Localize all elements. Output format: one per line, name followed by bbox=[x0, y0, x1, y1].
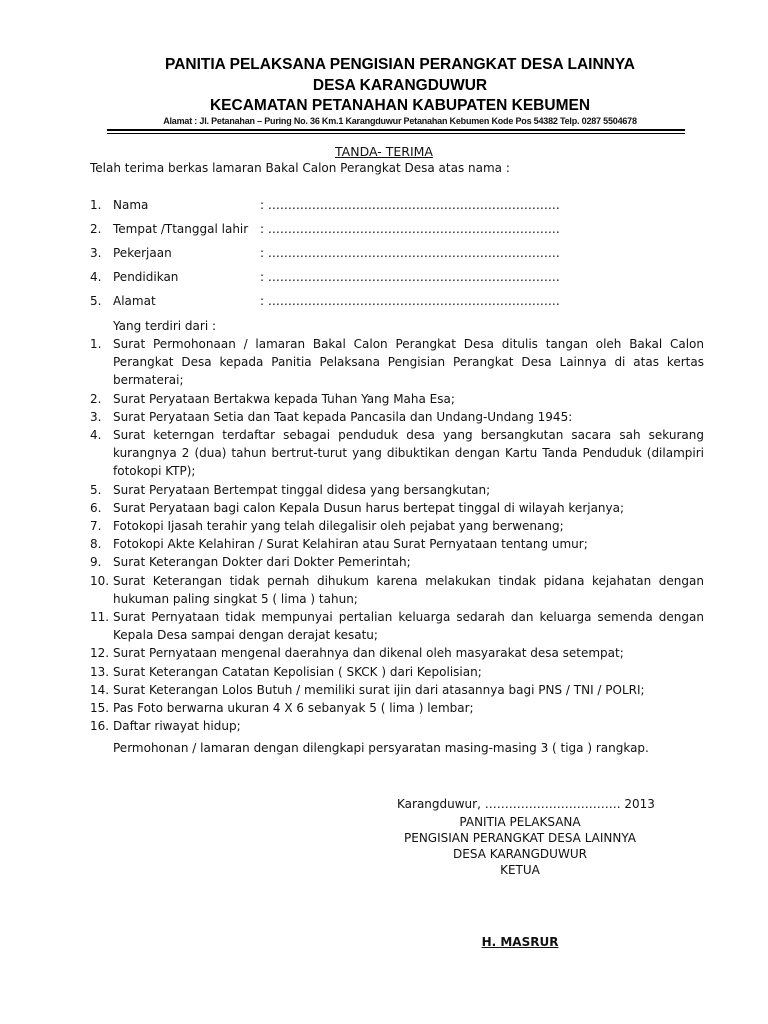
item-number: 13. bbox=[90, 664, 110, 679]
letterhead-line-3: KECAMATAN PETANAHAN KABUPATEN KEBUMEN bbox=[209, 97, 591, 114]
list-item bbox=[90, 517, 704, 535]
requirements-list bbox=[90, 335, 704, 735]
item-text: Surat Peryataan bagi calon Kepala Dusun harus bertepat tinggal di wilayah kerjanya; bbox=[113, 500, 625, 515]
list-item bbox=[90, 426, 704, 481]
field-label: Alamat bbox=[113, 294, 156, 308]
list-item bbox=[90, 681, 704, 699]
item-number: 11. bbox=[90, 610, 110, 625]
item-text: Daftar riwayat hidup; bbox=[113, 719, 241, 734]
list-item bbox=[90, 553, 704, 571]
item-text: Surat Permohonaan / lamaran Bakal Calon Perangkat Desa ditulis tangan oleh Bakal Calon Perangkat Desa kepada Panitia Pelaksana Pengisian Perangkat Desa Lainnya di atas kertas bermaterai; bbox=[113, 337, 704, 388]
item-text: Surat Pernyataan tidak mempunyai pertalian keluarga sedarah dan keluarga semenda dengan Kepala Desa sampai dengan derajat kesatu; bbox=[113, 610, 704, 643]
item-number: 15. bbox=[90, 701, 110, 716]
field-label: Tempat /Ttanggal lahir bbox=[113, 222, 249, 236]
item-text: Surat Keterangan Lolos Butuh / memiliki surat ijin dari atasannya bagi PNS / TNI / POLRI; bbox=[113, 682, 645, 697]
list-item bbox=[90, 717, 704, 735]
item-number: 8. bbox=[90, 537, 102, 552]
field-number: 1. bbox=[90, 198, 102, 212]
field-number: 5. bbox=[90, 294, 102, 308]
list-item bbox=[90, 608, 704, 644]
signature-role: KETUA bbox=[500, 863, 540, 877]
field-number: 2. bbox=[90, 222, 102, 236]
requirements-heading: Yang terdiri dari : bbox=[113, 319, 217, 333]
item-number: 10. bbox=[90, 573, 110, 588]
item-text: Surat Peryataan Bertempat tinggal didesa yang bersangkutan; bbox=[113, 482, 491, 497]
field-label: Pendidikan bbox=[113, 270, 179, 284]
field-blank: : ………………………………………………………………. bbox=[260, 270, 560, 284]
list-item bbox=[90, 663, 704, 681]
list-item bbox=[90, 499, 704, 517]
field-label: Pekerjaan bbox=[113, 246, 172, 260]
list-item bbox=[90, 572, 704, 608]
list-item bbox=[90, 535, 704, 553]
item-number: 4. bbox=[90, 428, 102, 443]
item-number: 3. bbox=[90, 409, 102, 424]
letterhead-rule-thick bbox=[107, 129, 685, 131]
item-text: Surat keterngan terdaftar sebagai penduduk desa yang bersangkutan sacara sah sekurang kurangnya 2 (dua) tahun bertrut-turut yang dibuktikan dengan Kartu Tanda Penduduk (dilampiri fotokopi KTP); bbox=[113, 428, 704, 479]
field-label: Nama bbox=[113, 198, 149, 212]
closing-text: Permohonan / lamaran dengan dilengkapi persyaratan masing-masing 3 ( tiga ) rangkap. bbox=[113, 741, 649, 755]
item-text: Pas Foto berwarna ukuran 4 X 6 sebanyak 5 ( lima ) lembar; bbox=[113, 701, 474, 716]
signature-org-line-1: PANITIA PELAKSANA bbox=[459, 815, 581, 829]
list-item bbox=[90, 644, 704, 662]
signature-org-line-3: DESA KARANGDUWUR bbox=[453, 847, 587, 861]
signature-org-line-2: PENGISIAN PERANGKAT DESA LAINNYA bbox=[404, 831, 636, 845]
intro-text: Telah terima berkas lamaran Bakal Calon Perangkat Desa atas nama : bbox=[90, 161, 510, 175]
item-number: 2. bbox=[90, 391, 102, 406]
list-item bbox=[90, 390, 704, 408]
signature-date: Karangduwur, ……………………………. 2013 bbox=[397, 797, 655, 811]
item-number: 1. bbox=[90, 337, 102, 351]
item-text: Surat Pernyataan mengenal daerahnya dan dikenal oleh masyarakat desa setempat; bbox=[113, 646, 624, 661]
list-item bbox=[90, 481, 704, 499]
item-number: 16. bbox=[90, 719, 110, 734]
field-number: 3. bbox=[90, 246, 102, 260]
item-text: Fotokopi Ijasah terahir yang telah dilegalisir oleh pejabat yang berwenang; bbox=[113, 519, 564, 534]
document-title: TANDA- TERIMA bbox=[335, 144, 433, 159]
field-blank: : ………………………………………………………………. bbox=[260, 294, 560, 308]
letterhead-line-2: DESA KARANGDUWUR bbox=[312, 77, 488, 94]
letterhead-line-1: PANITIA PELAKSANA PENGISIAN PERANGKAT DESA LAINNYA bbox=[165, 56, 635, 73]
item-text: Surat Peryataan Setia dan Taat kepada Pancasila dan Undang-Undang 1945: bbox=[113, 409, 573, 424]
item-text: Surat Keterangan Dokter dari Dokter Pemerintah; bbox=[113, 555, 411, 570]
item-number: 12. bbox=[90, 646, 110, 661]
item-number: 14. bbox=[90, 682, 110, 697]
field-blank: : ………………………………………………………………. bbox=[260, 198, 560, 212]
item-number: 6. bbox=[90, 500, 102, 515]
item-text: Surat Keterangan tidak pernah dihukum karena melakukan tindak pidana kejahatan dengan hukuman paling singkat 5 ( lima ) tahun; bbox=[113, 573, 704, 606]
item-number: 9. bbox=[90, 555, 102, 570]
list-item bbox=[90, 335, 704, 390]
item-text: Surat Keterangan Catatan Kepolisian ( SKCK ) dari Kepolisian; bbox=[113, 664, 482, 679]
list-item bbox=[90, 408, 704, 426]
item-number: 7. bbox=[90, 519, 102, 534]
list-item bbox=[90, 699, 704, 717]
field-blank: : ………………………………………………………………. bbox=[260, 246, 560, 260]
item-number: 5. bbox=[90, 482, 102, 497]
item-text: Fotokopi Akte Kelahiran / Surat Kelahiran atau Surat Pernyataan tentang umur; bbox=[113, 537, 588, 552]
item-text: Surat Peryataan Bertakwa kepada Tuhan Yang Maha Esa; bbox=[113, 391, 455, 406]
letterhead-address: Alamat : Jl. Petanahan – Puring No. 36 Km.1 Karangduwur Petanahan Kebumen Kode Pos 54382 Telp. 0287 5504678 bbox=[163, 116, 637, 126]
signatory-name: H. MASRUR bbox=[481, 935, 559, 949]
field-blank: : ………………………………………………………………. bbox=[260, 222, 560, 236]
letterhead-rule-thin bbox=[107, 133, 685, 134]
field-number: 4. bbox=[90, 270, 102, 284]
